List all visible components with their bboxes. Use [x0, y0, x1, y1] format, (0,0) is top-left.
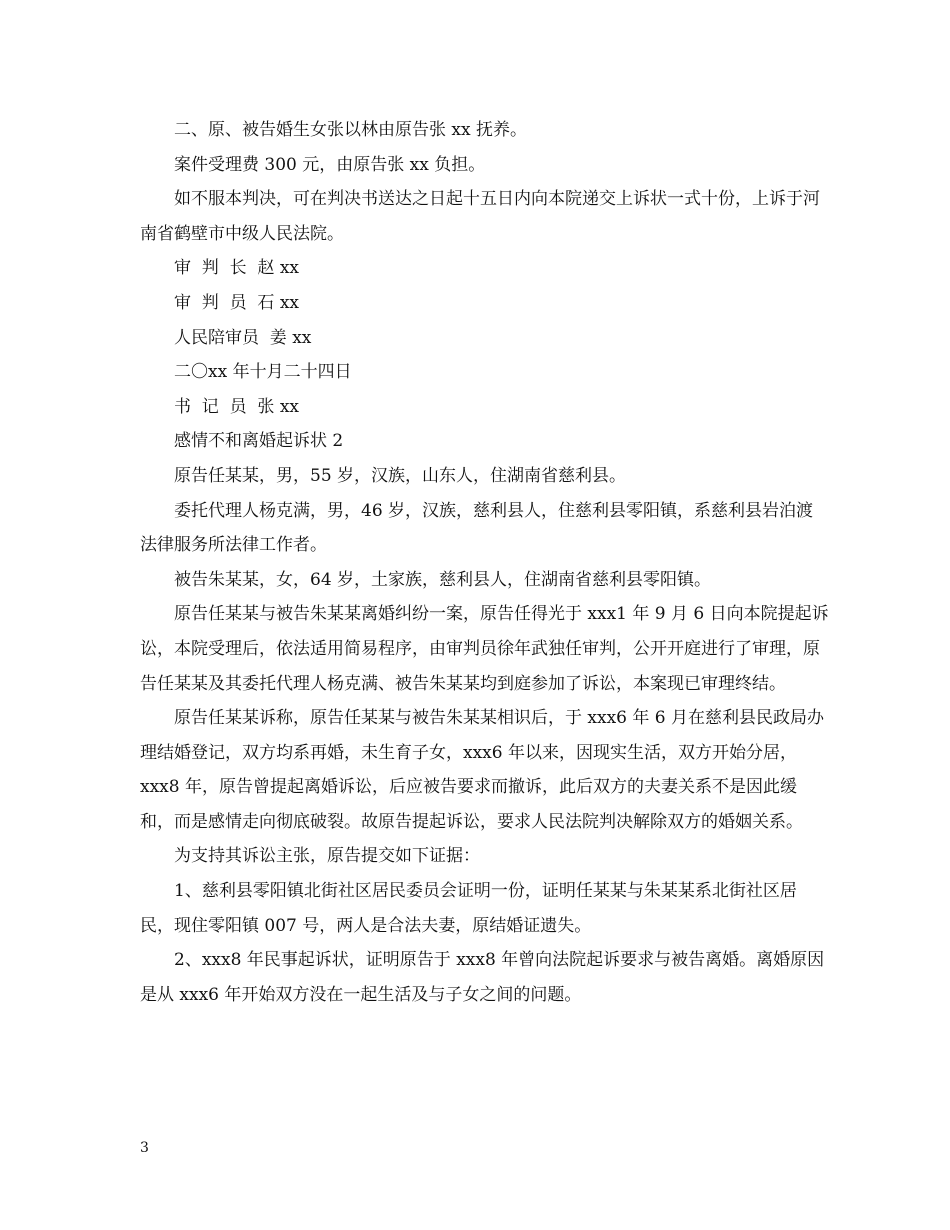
signature-line: 书 记 员 张 xx: [174, 396, 300, 417]
page-number: 3: [140, 1140, 149, 1156]
evidence-item: 2、xxx8 年民事起诉状，证明原告于 xxx8 年曾向法院起诉要求与被告离婚。离婚原因是从 xxx6 年开始双方没在一起生活及与子女之间的问题。: [140, 950, 825, 1005]
paragraph: 为支持其诉讼主张，原告提交如下证据：: [174, 846, 480, 867]
paragraph: 被告朱某某，女，64 岁，土家族，慈利县人，住湖南省慈利县零阳镇。: [174, 569, 712, 590]
paragraph: 原告任某某诉称，原告任某某与被告朱某某相识后，于 xxx6 年 6 月在慈利县民政局办理结婚登记，双方均系再婚，未生育子女，xxx6 年以来，因现实生活，双方开始分居，xxx8 年，原告曾提起离婚诉讼，后应被告要求而撤诉，此后双方的夫妻关系不是因此缓和，而是感情走向彻底破裂。故原告提起诉讼，要求人民法院判决解除双方的婚姻关系。: [140, 708, 825, 832]
paragraph: 二、原、被告婚生女张以林由原告张 xx 抚养。: [174, 120, 527, 140]
section-title: 感情不和离婚起诉状 2: [174, 431, 344, 452]
date-line: 二〇xx 年十月二十四日: [174, 362, 352, 383]
signature-line: 审 判 长 赵 xx: [174, 258, 300, 279]
signature-line: 审 判 员 石 xx: [174, 292, 300, 313]
paragraph: 原告任某某与被告朱某某离婚纠纷一案，原告任得光于 xxx1 年 9 月 6 日向本院提起诉讼，本院受理后，依法适用简易程序，由审判员徐年武独任审判，公开开庭进行了审理，原告任某某及其委托代理人杨克满、被告朱某某均到庭参加了诉讼，本案现已审理终结。: [140, 604, 829, 694]
paragraph: 案件受理费 300 元，由原告张 xx 负担。: [174, 154, 486, 175]
document-body: [140, 113, 830, 1012]
paragraph: 原告任某某，男，55 岁，汉族，山东人，住湖南省慈利县。: [174, 465, 627, 486]
paragraph: 委托代理人杨克满，男，46 岁，汉族，慈利县人，住慈利县零阳镇，系慈利县岩泊渡法律服务所法律工作者。: [140, 500, 814, 556]
paragraph: 如不服本判决，可在判决书送达之日起十五日内向本院递交上诉状一式十份，上诉于河南省鹤壁市中级人民法院。: [140, 189, 820, 244]
evidence-item: 1、慈利县零阳镇北街社区居民委员会证明一份，证明任某某与朱某某系北街社区居民，现住零阳镇 007 号，两人是合法夫妻，原结婚证遗失。: [140, 881, 797, 936]
signature-line: 人民陪审员 姜 xx: [174, 327, 312, 348]
